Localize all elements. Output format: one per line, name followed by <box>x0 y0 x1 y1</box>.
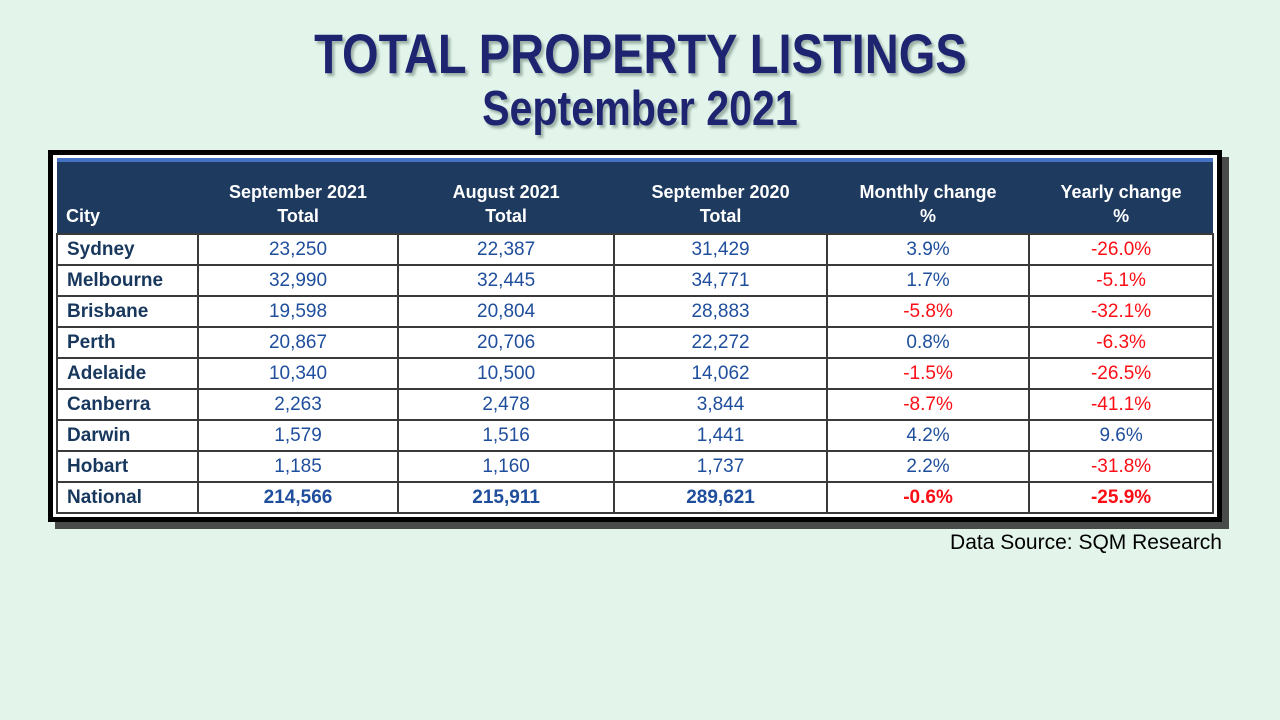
city-cell: Hobart <box>57 451 198 482</box>
sep-2020-cell: 22,272 <box>614 327 827 358</box>
sep-2021-cell: 1,185 <box>198 451 398 482</box>
header-aug-2021: August 2021 Total <box>398 160 614 234</box>
property-listings-table <box>56 158 1214 514</box>
table-row-melbourne <box>57 265 1213 296</box>
aug-2021-cell: 1,516 <box>398 420 614 451</box>
aug-2021-cell: 20,706 <box>398 327 614 358</box>
sep-2021-cell: 23,250 <box>198 234 398 265</box>
listings-table-frame <box>48 150 1222 522</box>
sep-2020-cell: 289,621 <box>614 482 827 513</box>
sep-2020-cell: 34,771 <box>614 265 827 296</box>
data-source-note: Data Source: SQM Research <box>950 531 1222 554</box>
monthly-change-cell: -1.5% <box>827 358 1029 389</box>
table-row-hobart <box>57 451 1213 482</box>
monthly-change-cell: -0.6% <box>827 482 1029 513</box>
sep-2021-cell: 214,566 <box>198 482 398 513</box>
header-city: City <box>57 160 198 234</box>
table-header <box>57 160 1213 234</box>
monthly-change-cell: -8.7% <box>827 389 1029 420</box>
title-line-2: September 2021 <box>482 82 798 136</box>
monthly-change-cell: -5.8% <box>827 296 1029 327</box>
header-sep-2020: September 2020 Total <box>614 160 827 234</box>
header-yearly-change: Yearly change % <box>1029 160 1213 234</box>
table-row-darwin <box>57 420 1213 451</box>
table-row-national <box>57 482 1213 513</box>
table-row-perth <box>57 327 1213 358</box>
sep-2021-cell: 2,263 <box>198 389 398 420</box>
table-body <box>57 234 1213 513</box>
aug-2021-cell: 20,804 <box>398 296 614 327</box>
monthly-change-cell: 3.9% <box>827 234 1029 265</box>
city-cell: Sydney <box>57 234 198 265</box>
table-row-brisbane <box>57 296 1213 327</box>
header-monthly-change: Monthly change % <box>827 160 1029 234</box>
sep-2020-cell: 14,062 <box>614 358 827 389</box>
aug-2021-cell: 1,160 <box>398 451 614 482</box>
yearly-change-cell: -26.0% <box>1029 234 1213 265</box>
city-cell: Canberra <box>57 389 198 420</box>
yearly-change-cell: -6.3% <box>1029 327 1213 358</box>
yearly-change-cell: 9.6% <box>1029 420 1213 451</box>
city-cell: National <box>57 482 198 513</box>
sep-2021-cell: 10,340 <box>198 358 398 389</box>
header-sep-2021: September 2021 Total <box>198 160 398 234</box>
table-row-sydney <box>57 234 1213 265</box>
city-cell: Darwin <box>57 420 198 451</box>
aug-2021-cell: 10,500 <box>398 358 614 389</box>
table-row-adelaide <box>57 358 1213 389</box>
city-cell: Adelaide <box>57 358 198 389</box>
table-row-canberra <box>57 389 1213 420</box>
yearly-change-cell: -32.1% <box>1029 296 1213 327</box>
aug-2021-cell: 32,445 <box>398 265 614 296</box>
sep-2020-cell: 1,441 <box>614 420 827 451</box>
yearly-change-cell: -26.5% <box>1029 358 1213 389</box>
sep-2020-cell: 31,429 <box>614 234 827 265</box>
monthly-change-cell: 4.2% <box>827 420 1029 451</box>
sep-2020-cell: 28,883 <box>614 296 827 327</box>
sep-2021-cell: 20,867 <box>198 327 398 358</box>
sep-2020-cell: 1,737 <box>614 451 827 482</box>
sep-2020-cell: 3,844 <box>614 389 827 420</box>
title-line-1: TOTAL PROPERTY LISTINGS <box>313 22 967 85</box>
sep-2021-cell: 19,598 <box>198 296 398 327</box>
aug-2021-cell: 22,387 <box>398 234 614 265</box>
aug-2021-cell: 2,478 <box>398 389 614 420</box>
page-title <box>0 24 1280 134</box>
yearly-change-cell: -41.1% <box>1029 389 1213 420</box>
aug-2021-cell: 215,911 <box>398 482 614 513</box>
city-cell: Perth <box>57 327 198 358</box>
sep-2021-cell: 32,990 <box>198 265 398 296</box>
yearly-change-cell: -25.9% <box>1029 482 1213 513</box>
monthly-change-cell: 0.8% <box>827 327 1029 358</box>
yearly-change-cell: -31.8% <box>1029 451 1213 482</box>
city-cell: Melbourne <box>57 265 198 296</box>
header-row <box>57 160 1213 234</box>
yearly-change-cell: -5.1% <box>1029 265 1213 296</box>
monthly-change-cell: 2.2% <box>827 451 1029 482</box>
sep-2021-cell: 1,579 <box>198 420 398 451</box>
monthly-change-cell: 1.7% <box>827 265 1029 296</box>
city-cell: Brisbane <box>57 296 198 327</box>
